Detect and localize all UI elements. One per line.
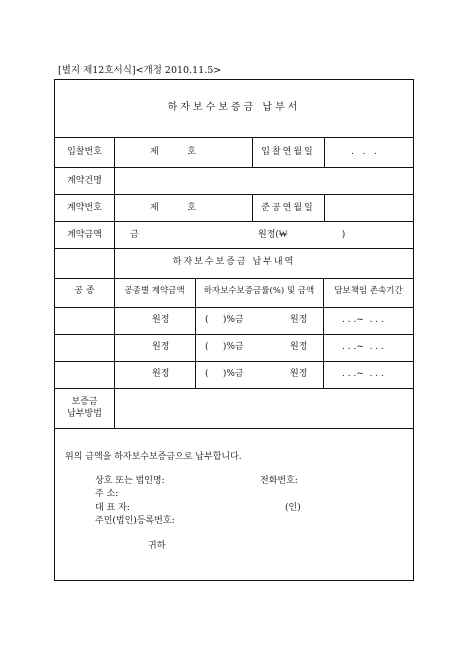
registration-number-label: 주민(법인)등록번호: (95, 516, 175, 526)
row-divider (55, 167, 413, 168)
bid-date-value: . . . (351, 147, 377, 157)
payment-label-line2: 납부방법 (67, 409, 102, 419)
representative-label: 대 표 자: (95, 503, 130, 513)
completion-date-label: 준공연월일 (261, 203, 315, 213)
row-divider (55, 278, 413, 279)
details-title: 하자보수보증금 납부내역 (172, 257, 296, 267)
col-header-period: 담보책임 존속기간 (334, 286, 403, 296)
row1-amount: 원정 (152, 315, 170, 325)
address-label: 주 소: (95, 489, 119, 499)
contract-number-label: 계약번호 (67, 203, 102, 213)
row3-deposit: 원정 (290, 369, 308, 379)
col-divider (324, 194, 325, 221)
form-header: [별지 제12호서식]<개정 2010.11.5> (58, 65, 222, 76)
phone-label: 전화번호: (260, 476, 298, 486)
addressee: 귀하 (148, 541, 166, 551)
amount-prefix: 금 (130, 230, 139, 240)
row-divider (55, 388, 413, 389)
col-divider (114, 388, 115, 428)
row1-deposit: 원정 (290, 315, 308, 325)
row-divider (55, 221, 413, 222)
row-divider (55, 334, 413, 335)
company-label: 상호 또는 법인명: (95, 476, 165, 486)
row1-period: . . .~ . . . (342, 315, 384, 325)
row3-rate: ( )%금 (205, 369, 244, 379)
row3-period: . . .~ . . . (342, 369, 384, 379)
bid-number-label: 입찰번호 (67, 147, 102, 157)
contract-amount-label: 계약금액 (67, 230, 102, 240)
bid-number-value: 제 호 (150, 147, 196, 157)
row3-amount: 원정 (152, 369, 170, 379)
seal-mark: (인) (285, 503, 301, 513)
amount-suffix: 원정(₩ ) (258, 230, 346, 240)
form-title: 하자보수보증금 납부서 (167, 102, 301, 113)
row2-amount: 원정 (152, 342, 170, 352)
col-header-rate: 하자보수보증금률(%) 및 금액 (203, 286, 315, 296)
row2-deposit: 원정 (290, 342, 308, 352)
contract-number-value: 제 호 (150, 203, 196, 213)
deposit-form (54, 79, 414, 581)
row-divider (55, 194, 413, 195)
col-header-amount: 공종별 계약금액 (124, 286, 185, 296)
row-divider (55, 361, 413, 362)
row-divider (55, 428, 413, 429)
payment-label-line1: 보증금 (71, 397, 98, 407)
row2-rate: ( )%금 (205, 342, 244, 352)
col-divider (324, 137, 325, 167)
declaration-statement: 위의 금액을 하자보수보증금으로 납부합니다. (65, 452, 242, 462)
row2-period: . . .~ . . . (342, 342, 384, 352)
row-divider (55, 307, 413, 308)
contract-name-label: 계약건명 (67, 176, 102, 186)
row1-rate: ( )%금 (205, 315, 244, 325)
row-divider (55, 248, 413, 249)
row-divider (55, 137, 413, 138)
bid-date-label: 입찰연월일 (261, 147, 315, 157)
col-header-work-type: 공 종 (74, 286, 95, 296)
